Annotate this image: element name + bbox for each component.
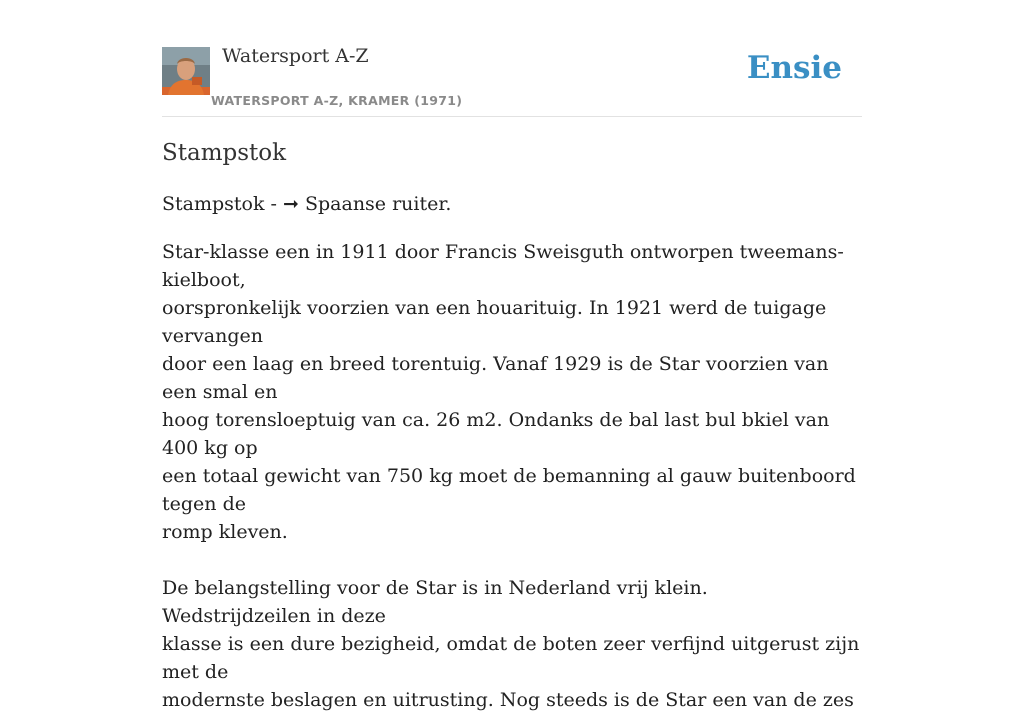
body-paragraph: De belangstelling voor de Star is in Nederland vrij klein. Wedstrijdzeilen in deze klasse is een dure bezigheid, omdat de boten zeer verfijnd uitgerust zijn met de modernste beslagen en uitrusting. Nog steeds is de Star een van de zes — [162, 577, 860, 711]
entry-title: Stampstok — [162, 140, 287, 166]
source-avatar[interactable] — [162, 47, 210, 95]
person-photo-avatar-icon — [162, 47, 210, 95]
page-container — [162, 0, 862, 711]
source-header — [162, 0, 862, 117]
entry-body — [162, 238, 862, 714]
source-subtitle[interactable]: WATERSPORT A-Z, KRAMER (1971) — [211, 93, 463, 108]
ensie-logo[interactable]: Ensie — [746, 50, 842, 86]
summary-term: Stampstok - — [162, 193, 277, 215]
arrow-right-icon: ➞ — [283, 193, 299, 215]
summary-link[interactable]: Spaanse ruiter. — [304, 193, 452, 215]
source-title[interactable]: Watersport A-Z — [222, 45, 369, 67]
body-paragraph: Star-klasse een in 1911 door Francis Sweisguth ontworpen tweemans-kielboot, oorspronkelijk voorzien van een houarituig. In 1921 werd de tuigage vervangen door een laag en breed torentuig. Vanaf 1929 is de Star voorzien van een smal en hoog torensloeptuig van ca. 26 m2. Ondanks de bal last bul bkiel van 400 kg op een totaal gewicht van 750 kg moet de bemanning al gauw buitenboord tegen de romp kleven. — [162, 241, 856, 543]
entry-summary — [162, 193, 451, 215]
